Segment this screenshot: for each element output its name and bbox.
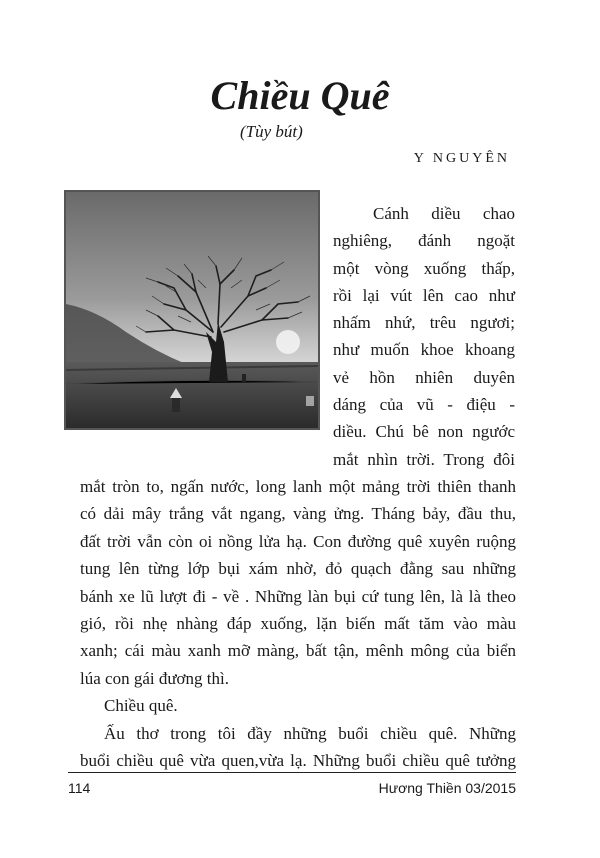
column-line: vẻ hồn nhiên duyên: [333, 367, 515, 387]
body-text: [80, 473, 516, 774]
photo-illustration: [66, 192, 318, 428]
body-line: Ấu thơ trong tôi đầy những buổi chiều quê. Những: [104, 723, 516, 743]
column-line: dáng của vũ - điệu -: [333, 395, 515, 415]
column-line: diều. Chú bê non ngước: [333, 422, 515, 442]
body-line: xanh; cái màu xanh mỡ màng, bất tận, mênh mông của biển: [80, 641, 516, 661]
author-name: Y NGUYÊN: [413, 151, 510, 166]
body-line: đất trời vẫn còn oi nồng lửa hạ. Con đường quê xuyên ruộng: [80, 531, 516, 551]
body-line: mắt tròn to, ngấn nước, long lanh một mảng trời thiên thanh: [80, 477, 516, 496]
page-number: 114: [68, 780, 91, 796]
body-line: buổi chiều quê vừa quen,vừa lạ. Những buổi chiều quê tưởng: [80, 750, 516, 770]
article-subtitle: (Tùy bút): [240, 122, 303, 141]
body-line: tung lên từng lớp bụi xám nhờ, đỏ quạch đằng sau những: [80, 559, 516, 579]
body-line: bánh xe lũ lượt đi - về . Những làn bụi cứ tung lên, là là theo: [80, 586, 516, 606]
side-column-text: [333, 200, 515, 473]
column-line: nhấm nhứ, trêu ngươi;: [333, 313, 515, 333]
column-line: nghiêng, đánh ngoặt: [333, 231, 515, 251]
body-line: có dải mây trắng vắt ngang, vàng ửng. Tháng bảy, đầu thu,: [80, 504, 516, 524]
column-line: rồi lại vút lên cao như: [333, 285, 515, 305]
column-line: như muốn khoe khoang: [333, 340, 515, 360]
column-line: một vòng xuống thấp,: [333, 258, 515, 278]
article-title: Chiều Quê: [210, 73, 390, 118]
tree-landscape-photo: [64, 190, 320, 430]
footer-divider: [68, 772, 516, 773]
magazine-issue: Hương Thiền 03/2015: [378, 780, 516, 796]
column-line: mắt nhìn trời. Trong đôi: [333, 449, 515, 469]
body-line: gió, rồi nhẹ nhàng đáp xuống, lặn biến mất tăm vào màu: [80, 613, 516, 633]
column-line: Cánh diều chao: [373, 204, 515, 223]
body-line: lúa con gái đương thì.: [80, 668, 229, 688]
body-line: Chiều quê.: [104, 696, 178, 716]
